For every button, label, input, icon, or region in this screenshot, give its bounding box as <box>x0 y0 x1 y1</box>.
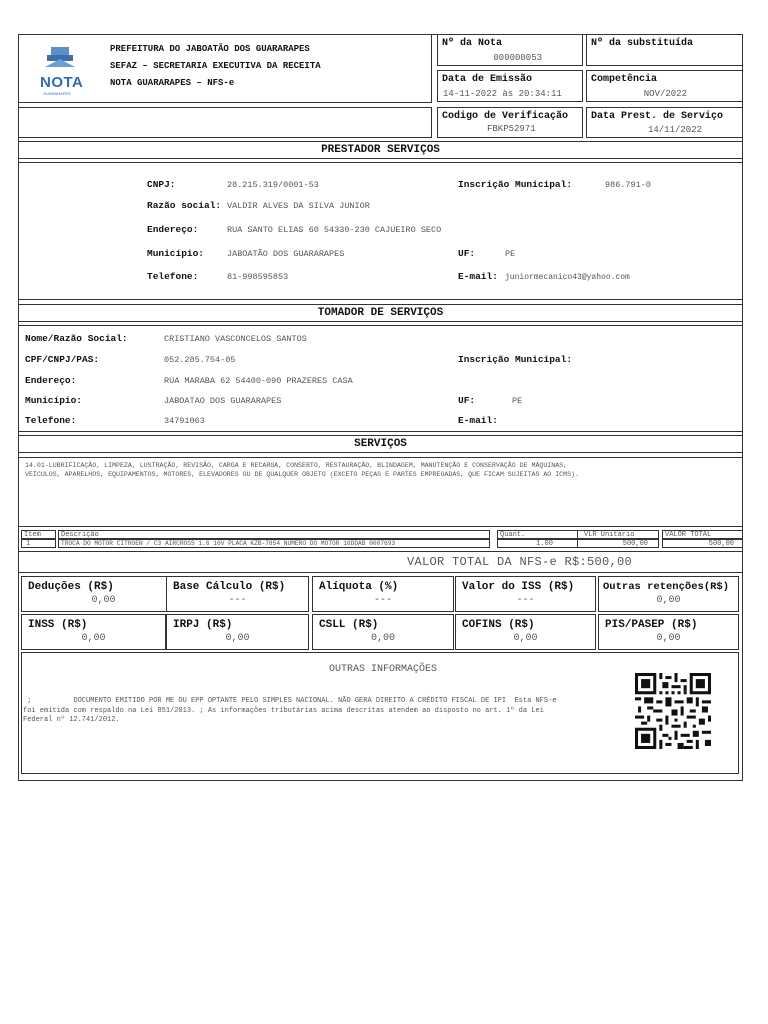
outras-info-line-2: foi emitida com respaldo na Lei 851/2013. ; As informações tributárias acima descritas atendem ao disposto no art. 1º da Lei <box>23 707 544 715</box>
header-line-3: NOTA GUARARAPES – NFS-e <box>110 78 235 88</box>
cofins-value: 0,00 <box>513 633 538 644</box>
tomador-email-label: E-mail: <box>458 415 498 426</box>
base-calculo-label: Base Cálculo (R$) <box>173 581 286 593</box>
prestador-razao: VALDIR ALVES DA SILVA JUNIOR <box>227 201 370 211</box>
verificacao-box <box>437 107 583 138</box>
base-calculo-box <box>166 576 309 612</box>
valor-iss-box <box>455 576 596 612</box>
row-desc <box>58 539 490 548</box>
qr-code-icon <box>633 673 713 749</box>
substituida-box <box>586 34 743 66</box>
aliquota-box <box>312 576 454 612</box>
col-total-header-text: VALOR TOTAL <box>665 531 712 539</box>
prestador-cnpj: 28.215.319/0001-53 <box>227 180 319 190</box>
inss-value: 0,00 <box>81 633 106 644</box>
header-line-2: SEFAZ – SECRETARIA EXECUTIVA DA RECEITA <box>110 61 321 71</box>
competencia-label: Competência <box>591 74 658 85</box>
logo-subtext: GUARARAPES <box>43 91 71 96</box>
outras-retencoes-box <box>598 576 739 612</box>
csll-value: 0,00 <box>370 633 395 644</box>
row-item-text: 1 <box>26 540 31 548</box>
prestador-telefone-label: Telefone: <box>147 271 199 282</box>
prestador-box <box>18 162 743 300</box>
aliquota-value: --- <box>373 595 392 606</box>
emissao-value: 14-11-2022 às 20:34:11 <box>443 89 562 99</box>
tomador-endereco-label: Endereço: <box>25 375 77 386</box>
col-desc-header-text: Descrição <box>61 531 99 539</box>
inss-box <box>21 614 166 650</box>
prestador-endereco-label: Endereço: <box>147 224 199 235</box>
outras-info-title: OUTRAS INFORMAÇÕES <box>329 664 438 675</box>
aliquota-label: Alíquota (%) <box>319 581 399 593</box>
header-line-1: PREFEITURA DO JABOATÃO DOS GUARARAPES <box>110 44 310 54</box>
tomador-telefone-label: Telefone: <box>25 415 77 426</box>
outras-info-box <box>21 652 739 774</box>
prest-date-box <box>586 107 743 138</box>
tomador-endereco: RUA MARABA 62 54400-090 PRAZERES CASA <box>164 376 353 386</box>
csll-box <box>312 614 454 650</box>
outras-retencoes-label: Outras retenções(R$) <box>603 581 730 593</box>
csll-label: CSLL (R$) <box>319 619 379 631</box>
outras-info-line-1: ; DOCUMENTO EMITIDO POR ME OU EPP OPTANTE PELO SIMPLES NACIONAL. NÃO GERA DIREITO A CRÉDITO FISCAL DE IPI Esta NFS-e <box>23 697 557 705</box>
numero-nota-value: 000000053 <box>493 53 542 63</box>
irpj-box <box>166 614 309 650</box>
pis-pasep-value: 0,00 <box>656 633 681 644</box>
valor-iss-value: --- <box>516 595 535 606</box>
tomador-municipio-label: Município: <box>25 395 83 406</box>
prestador-telefone: 81-998595853 <box>227 272 289 282</box>
row-total <box>662 539 743 548</box>
prestador-im: 986.791-0 <box>605 180 651 190</box>
cofins-label: COFINS (R$) <box>462 619 535 631</box>
prestador-title: PRESTADOR SERVIÇOS <box>18 141 743 159</box>
prestador-cnpj-label: CNPJ: <box>147 179 176 190</box>
deducoes-label: Deduções (R$) <box>28 581 114 593</box>
row-quant-text: 1.00 <box>536 540 553 548</box>
irpj-value: 0,00 <box>225 633 250 644</box>
servicos-desc-line-2: VEÍCULOS, APARELHOS, EQUIPAMENTOS, MOTORES, ELEVADORES OU DE QUALQUER OBJETO (EXCETO PEÇAS E PARTES EMPREGADAS, QUE FICAM SUJEITAS AO ICMS). <box>25 471 579 478</box>
col-quant-header-text: Quant. <box>500 531 526 539</box>
tomador-cpf: 052.285.754-05 <box>164 355 236 365</box>
blank-box <box>18 107 432 138</box>
numero-nota-label: Nº da Nota <box>442 38 503 49</box>
valor-iss-label: Valor do ISS (R$) <box>462 581 575 593</box>
outras-retencoes-value: 0,00 <box>656 595 681 606</box>
tomador-nome-label: Nome/Razão Social: <box>25 333 128 344</box>
tomador-uf: PE <box>512 396 523 406</box>
prest-date-label: Data Prest. de Serviço <box>591 111 724 122</box>
cofins-box <box>455 614 596 650</box>
header-box <box>18 34 432 103</box>
outras-info-line-3: Federal nº 12.741/2012. <box>23 716 120 724</box>
tomador-title: TOMADOR DE SERVIÇOS <box>18 304 743 322</box>
total-bar <box>18 551 743 573</box>
tomador-municipio: JABOATAO DOS GUARARAPES <box>164 396 282 406</box>
pis-pasep-label: PIS/PASEP (R$) <box>605 619 698 631</box>
col-total-header <box>662 530 743 539</box>
tomador-telefone: 34791063 <box>164 416 205 426</box>
servicos-desc-box <box>18 457 743 527</box>
irpj-label: IRPJ (R$) <box>173 619 233 631</box>
row-desc-text: TROCA DO MOTOR CITROEN / C3 AIRCROSS 1.6 16V PLACA KZB-7854 NUMERO DO MOTOR 10DDAB 0007693 <box>61 540 396 547</box>
prestador-municipio: JABOATÃO DOS GUARARAPES <box>227 249 345 259</box>
col-item-header <box>21 530 56 539</box>
col-unit-header <box>577 530 659 539</box>
row-total-text: 500,00 <box>708 540 734 548</box>
substituida-label: Nº da substituída <box>591 38 694 49</box>
tomador-box <box>18 325 743 432</box>
verificacao-label: Codigo de Verificação <box>442 111 569 122</box>
col-unit-header-text: VLR Unitário <box>584 531 635 539</box>
prestador-email: juniormecanico43@yahoo.com <box>505 273 630 282</box>
col-item-header-text: Item <box>24 531 41 539</box>
deducoes-value: 0,00 <box>91 595 116 606</box>
inss-label: INSS (R$) <box>28 619 88 631</box>
emissao-label: Data de Emissão <box>442 74 533 85</box>
col-desc-header <box>58 530 490 539</box>
prestador-email-label: E-mail: <box>458 271 498 282</box>
row-item <box>21 539 56 548</box>
prestador-municipio-label: Município: <box>147 248 205 259</box>
servicos-title: SERVIÇOS <box>18 435 743 453</box>
prestador-uf-label: UF: <box>458 248 476 259</box>
numero-nota-box <box>437 34 583 66</box>
prestador-endereco: RUA SANTO ELIAS 60 54330-230 CAJUEIRO SECO <box>227 225 442 235</box>
base-calculo-value: --- <box>228 595 247 606</box>
competencia-box <box>586 70 743 102</box>
row-unit-text: 500,00 <box>622 540 648 548</box>
pis-pasep-box <box>598 614 739 650</box>
row-unit <box>577 539 659 548</box>
tomador-im-label: Inscrição Municipal: <box>458 354 573 365</box>
tomador-uf-label: UF: <box>458 395 476 406</box>
servicos-desc-line-1: 14.01-LUBRIFICAÇÃO, LIMPEZA, LUSTRAÇÃO, REVISÃO, CARGA E RECARGA, CONSERTO, RESTAURAÇÃO, BLINDAGEM, MANUTENÇÃO E CONSERVAÇÃO DE MÁQUINAS, <box>25 462 568 469</box>
tomador-nome: CRISTIANO VASCONCELOS SANTOS <box>164 334 307 344</box>
emissao-box <box>437 70 583 102</box>
prest-date-value: 14/11/2022 <box>647 125 702 135</box>
deducoes-box <box>21 576 186 612</box>
prestador-uf: PE <box>505 249 516 259</box>
logo-text: NOTA <box>40 74 84 91</box>
prestador-im-label: Inscrição Municipal: <box>458 179 573 190</box>
competencia-value: NOV/2022 <box>643 89 687 99</box>
verificacao-value: FBKP52971 <box>487 124 536 134</box>
total-value: VALOR TOTAL DA NFS-e R$:500,00 <box>406 555 632 569</box>
prestador-razao-label: Razão social: <box>147 200 222 211</box>
logo <box>37 45 84 96</box>
tomador-cpf-label: CPF/CNPJ/PAS: <box>25 354 100 365</box>
items-table <box>18 530 743 549</box>
